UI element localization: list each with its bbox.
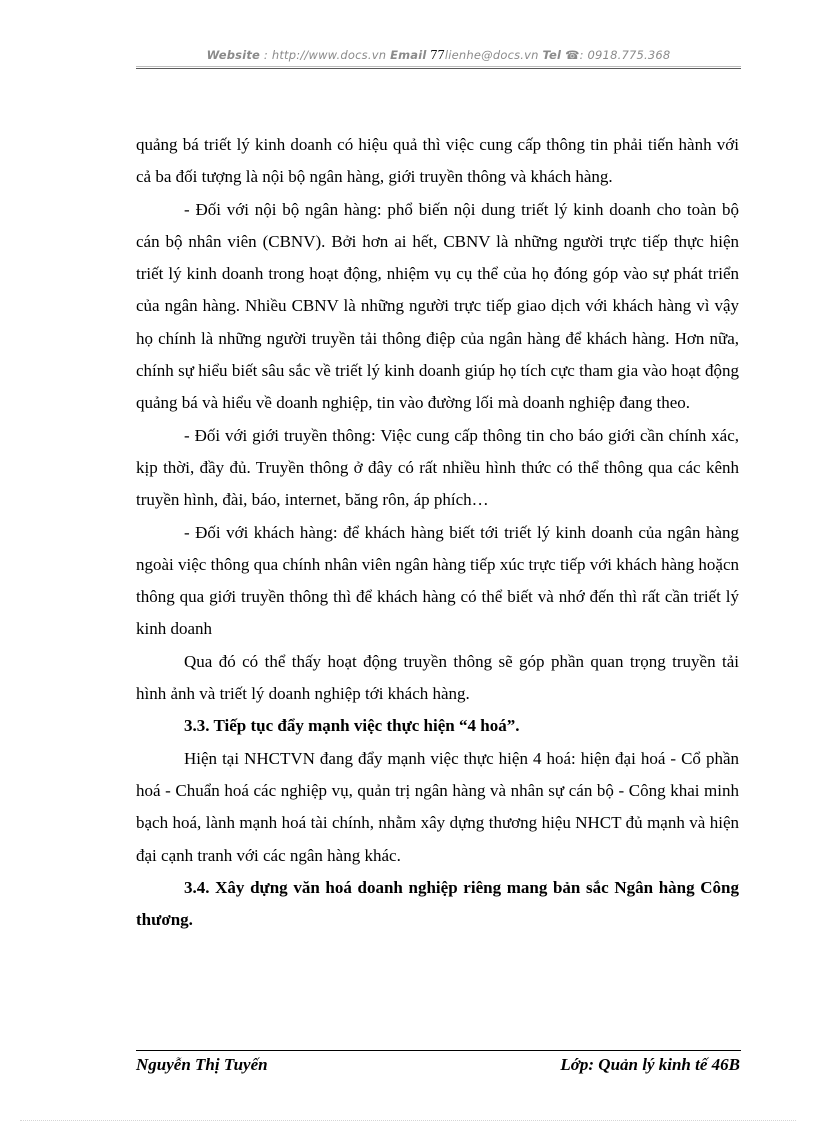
paragraph-1: quảng bá triết lý kinh doanh có hiệu quả thì việc cung cấp thông tin phải tiến hành với cả ba đối tượng là nội bộ ngân hàng, giới truyền thông và khách hàng. <box>136 135 739 187</box>
header-rule <box>136 66 741 69</box>
heading-3-3: 3.3. Tiếp tục đẩy mạnh việc thực hiện “4 hoá”. <box>184 716 520 736</box>
footer-rule <box>136 1050 741 1051</box>
footer-author: Nguyễn Thị Tuyến <box>136 1055 268 1074</box>
website-label: Website <box>206 48 261 62</box>
footer-class: Lớp: Quản lý kinh tế 46B <box>560 1055 740 1074</box>
page-header <box>136 48 741 64</box>
paragraph-customers: - Đối với khách hàng: để khách hàng biết tới triết lý kinh doanh của ngân hàng ngoài việc thông qua chính nhân viên ngân hàng tiếp xúc trực tiếp với khách hàng hoặcn thông qua giới truyền thông thì để khách hàng có thể biết và nhớ đến thì rất cần triết lý kinh doanh <box>136 522 739 639</box>
paragraph-conclusion: Qua đó có thể thấy hoạt động truyền thông sẽ góp phần quan trọng truyền tải hình ảnh và triết lý doanh nghiệp tới khách hàng. <box>136 651 739 704</box>
paragraph-media: - Đối với giới truyền thông: Việc cung cấp thông tin cho báo giới cần chính xác, kịp thời, đầy đủ. Truyền thông ở đây có rất nhiều hình thức có thể thông qua các kênh truyền hình, đài, báo, internet, băng rôn, áp phích… <box>136 425 739 510</box>
paragraph-internal: - Đối với nội bộ ngân hàng: phổ biến nội dung triết lý kinh doanh cho toàn bộ cán bộ nhân viên (CBNV). Bởi hơn ai hết, CBNV là những người trực tiếp thực hiện triết lý kinh doanh trong hoạt động, nhiệm vụ cụ thể của họ đóng góp vào sự phát triển của ngân hàng. Nhiều CBNV là những người trực tiếp giao dịch với khách hàng vì vậy họ chính là những người truyền tải thông điệp của ngân hàng để khách hàng. Hơn nữa, chính sự hiểu biết sâu sắc về triết lý kinh doanh giúp họ tích cực tham gia vào hoạt động quảng bá và hiểu về doanh nghiệp, tin vào đường lối mà doanh nghiệp đang theo. <box>136 199 739 413</box>
document-body <box>136 129 739 936</box>
page-edge <box>20 1120 796 1121</box>
heading-3-4: 3.4. Xây dựng văn hoá doanh nghiệp riêng mang bản sắc Ngân hàng Công thương. <box>136 877 739 930</box>
email-label: Email <box>390 48 427 62</box>
tel-label: Tel <box>542 48 562 62</box>
tel-value: ☎: 0918.775.368 <box>561 48 671 62</box>
page-number: 77 <box>430 48 445 63</box>
website-url: : http://www.docs.vn <box>260 48 391 62</box>
email-value: lienhe@docs.vn <box>444 48 543 62</box>
paragraph-4-hoa: Hiện tại NHCTVN đang đẩy mạnh việc thực hiện 4 hoá: hiện đại hoá - Cổ phần hoá - Chuẩn hoá các nghiệp vụ, quản trị ngân hàng và nhân sự cán bộ - Công khai minh bạch hoá, lành mạnh hoá tài chính, nhằm xây dựng thương hiệu NHCT đủ mạnh và hiện đại cạnh tranh với các ngân hàng khác. <box>136 748 739 865</box>
